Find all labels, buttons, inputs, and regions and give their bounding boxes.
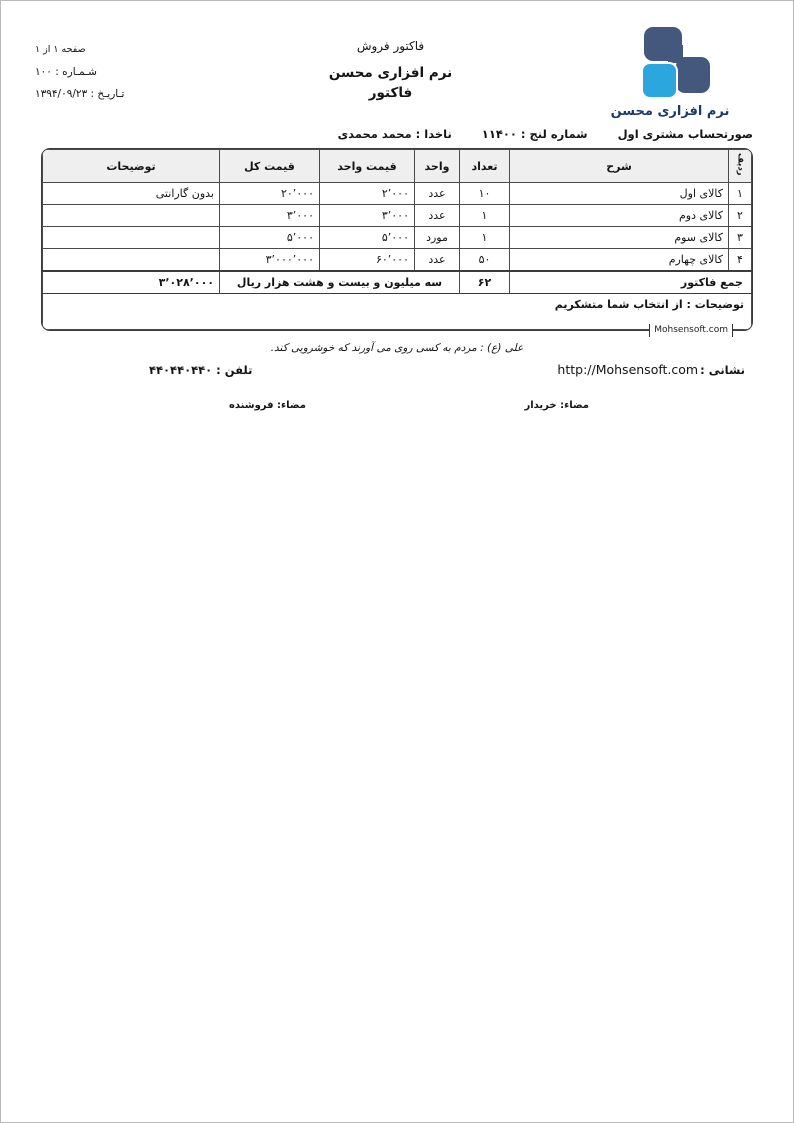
cell-row-number: ۲ [729, 205, 752, 227]
cell-quantity: ۱ [460, 205, 510, 227]
buyer-signature-label: مضاء: خریدار [524, 400, 589, 411]
summary-quantity-total: ۶۲ [460, 271, 510, 294]
customer-line [41, 127, 753, 141]
document-type: فاکتور فروش [356, 39, 425, 53]
captain-name: ناخدا : محمد محمدی [337, 127, 452, 141]
logo-squares-icon [628, 27, 712, 99]
summary-label: جمع فاکتور [510, 271, 752, 294]
address-label: نشانی : [700, 363, 745, 377]
table-header-row [43, 150, 752, 183]
signature-line [1, 400, 793, 411]
bill-to: صورتحساب مشتری اول [617, 127, 753, 141]
contact-line [1, 362, 793, 377]
item-row [43, 227, 752, 249]
logo-square-right [676, 57, 710, 93]
invoice-comments: توضیحات : از انتخاب شما متشکریم [43, 294, 752, 330]
cell-total-price: ۲۰٬۰۰۰ [220, 183, 320, 205]
items-table [42, 149, 752, 330]
invoice-date: تـاریـخ : ۱۳۹۴/۰۹/۲۳ [35, 88, 125, 100]
cell-quantity: ۵۰ [460, 249, 510, 271]
watermark-text: Mohsensoft.com [649, 324, 733, 337]
cell-total-price: ۵٬۰۰۰ [220, 227, 320, 249]
company-logo [581, 27, 759, 119]
cell-total-price: ۳٬۰۰۰٬۰۰۰ [220, 249, 320, 271]
item-row [43, 249, 752, 271]
cell-description: کالای اول [510, 183, 729, 205]
column-header-total-price: قیمت کل [220, 150, 320, 183]
page-number: صفحه ۱ از ۱ [35, 44, 86, 55]
item-row [43, 183, 752, 205]
title-block [200, 27, 581, 103]
invoice-header [1, 1, 793, 119]
cell-unit-price: ۳٬۰۰۰ [320, 205, 415, 227]
cell-unit: عدد [415, 205, 460, 227]
cell-unit: عدد [415, 249, 460, 271]
summary-amount-in-words: سه میلیون و بیست و هشت هزار ریال [220, 271, 460, 294]
cell-row-number: ۳ [729, 227, 752, 249]
comments-row [43, 294, 752, 330]
cell-description: کالای سوم [510, 227, 729, 249]
column-header-notes: توضیحات [43, 150, 220, 183]
cell-notes [43, 227, 220, 249]
seller-signature-label: مضاء: فروشنده [229, 400, 306, 411]
cell-notes: بدون گارانتی [43, 183, 220, 205]
cell-row-number: ۴ [729, 249, 752, 271]
vessel-number: شماره لنج : ۱۱۴۰۰ [481, 127, 588, 141]
cell-notes [43, 205, 220, 227]
column-header-description: شرح [510, 150, 729, 183]
cell-unit: مورد [415, 227, 460, 249]
logo-square-light [641, 62, 678, 99]
summary-row [43, 271, 752, 294]
cell-quantity: ۱ [460, 227, 510, 249]
cell-unit-price: ۶۰٬۰۰۰ [320, 249, 415, 271]
footer-quote: علی (ع) : مردم به کسی روی می آورند که خوشرویی کند. [270, 342, 524, 354]
cell-row-number: ۱ [729, 183, 752, 205]
logo-caption: نرم افزاری محسن [610, 104, 730, 119]
cell-unit-price: ۲٬۰۰۰ [320, 183, 415, 205]
cell-description: کالای چهارم [510, 249, 729, 271]
summary-amount-total: ۳٬۰۲۸٬۰۰۰ [43, 271, 220, 294]
items-table-frame [41, 148, 753, 331]
invoice-number: شـمـاره : ۱۰۰ [35, 66, 97, 78]
column-header-unit-price: قیمت واحد [320, 150, 415, 183]
cell-unit: عدد [415, 183, 460, 205]
cell-description: کالای دوم [510, 205, 729, 227]
document-name: فاکتور [368, 85, 413, 101]
phone-number: تلفن : ۴۴۰۴۴۰۴۴۰ [149, 363, 253, 377]
column-header-row-number: ردیف [729, 150, 752, 183]
cell-notes [43, 249, 220, 271]
cell-unit-price: ۵٬۰۰۰ [320, 227, 415, 249]
cell-total-price: ۳٬۰۰۰ [220, 205, 320, 227]
website-url: http://Mohsensoft.com [557, 362, 699, 377]
cell-quantity: ۱۰ [460, 183, 510, 205]
logo-square-top [644, 27, 682, 61]
column-header-unit: واحد [415, 150, 460, 183]
address-block [557, 362, 745, 377]
item-row [43, 205, 752, 227]
invoice-meta [35, 27, 200, 105]
items-table-zone [41, 148, 753, 335]
column-header-quantity: تعداد [460, 150, 510, 183]
company-name: نرم افزاری محسن [328, 65, 453, 81]
